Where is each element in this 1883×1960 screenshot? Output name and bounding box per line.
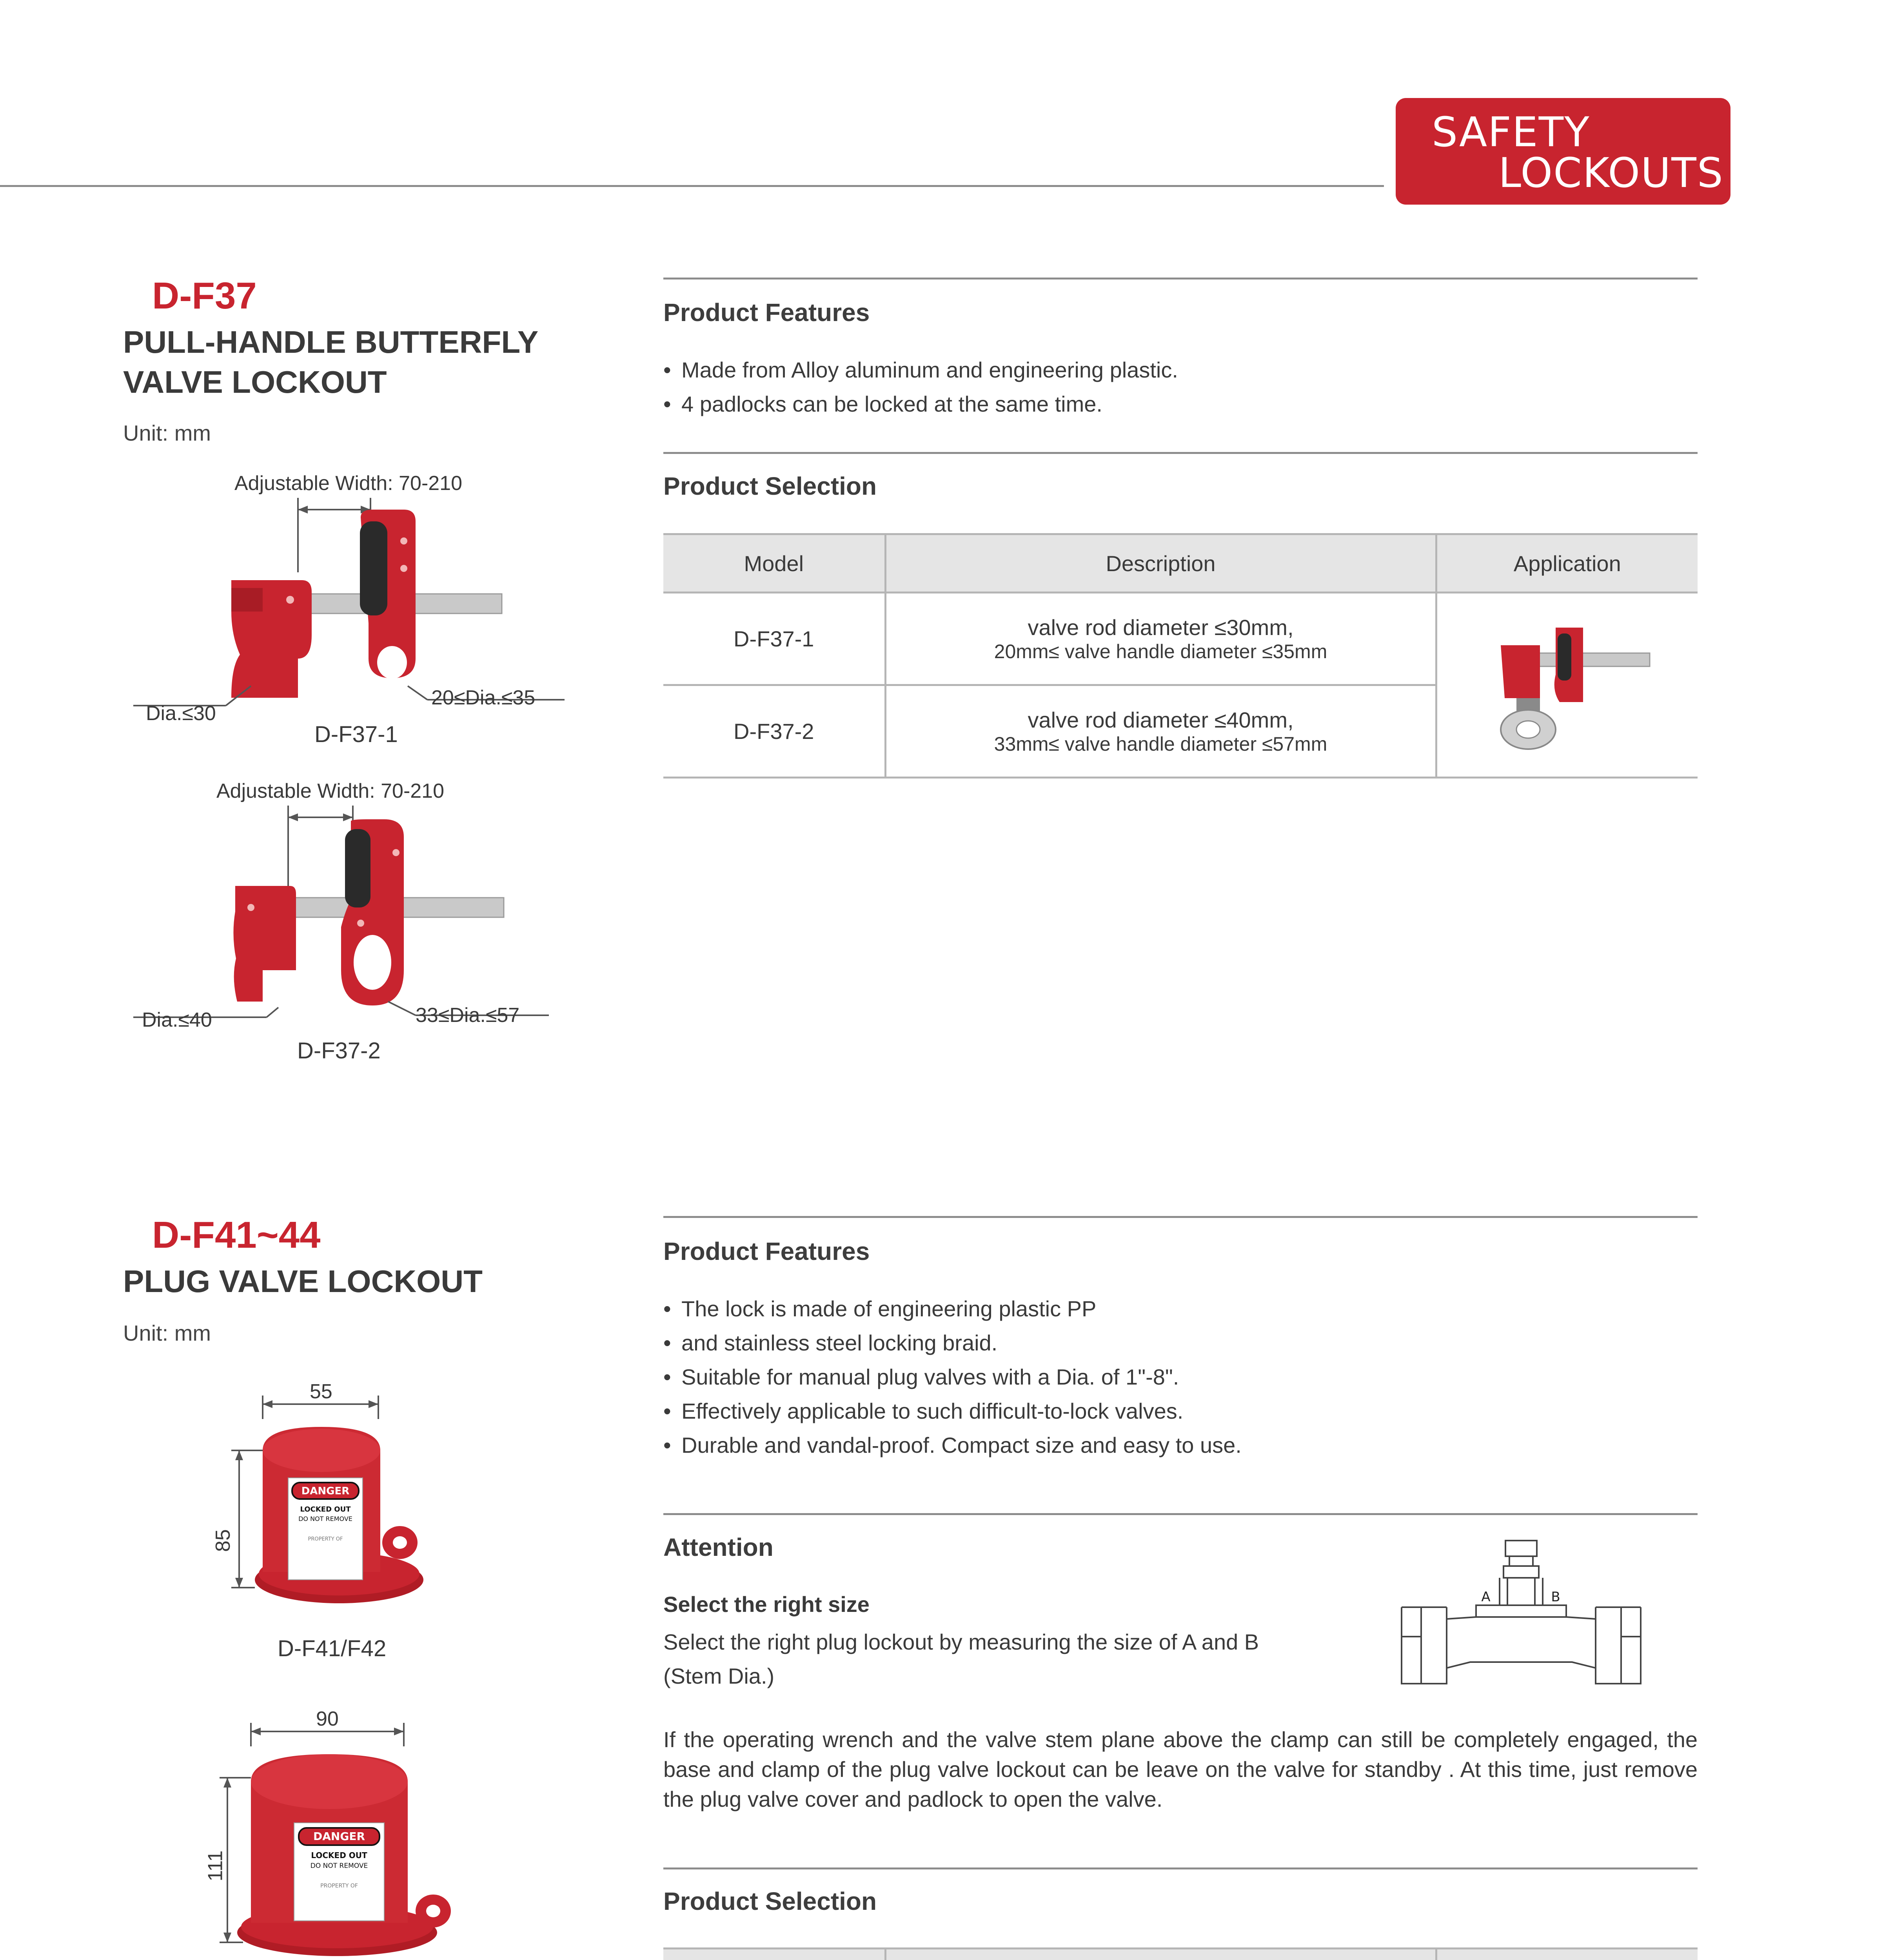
attention-heading: Attention	[663, 1533, 774, 1561]
product-title	[123, 322, 538, 402]
model-cell: D-F37-1	[663, 593, 885, 685]
adjustable-width-label: Adjustable Width: 70-210	[234, 472, 463, 495]
butterfly-valve-application-image	[1458, 612, 1677, 753]
selection-table	[663, 533, 1698, 779]
svg-text:DO NOT REMOVE: DO NOT REMOVE	[298, 1515, 352, 1523]
feature-item: • Suitable for manual plug valves with a Dia. of 1"-8".	[663, 1360, 1242, 1394]
col-header-model	[663, 1949, 885, 1960]
feature-item: • Durable and vandal-proof. Compact size and easy to use.	[663, 1428, 1242, 1462]
diagram-label-a: A	[1481, 1589, 1491, 1605]
section-rule	[663, 278, 1698, 279]
description-line-1: valve rod diameter ≤30mm,	[1028, 615, 1294, 640]
svg-text:DANGER: DANGER	[301, 1485, 350, 1497]
figure-caption: D-F37-1	[314, 722, 398, 747]
description-line-2: 20mm≤ valve handle diameter ≤35mm	[994, 641, 1327, 662]
feature-item: • Effectively applicable to such difficult-to-lock valves.	[663, 1394, 1242, 1428]
svg-text:DANGER: DANGER	[313, 1830, 365, 1843]
svg-text:LOCKED OUT: LOCKED OUT	[311, 1851, 367, 1860]
feature-item: • 4 padlocks can be locked at the same time.	[663, 387, 1178, 421]
model-cell: D-F37-2	[663, 685, 885, 778]
width-dimension-label: 55	[310, 1380, 332, 1403]
attention-text	[663, 1625, 1259, 1693]
product-title: PLUG VALVE LOCKOUT	[123, 1264, 483, 1299]
svg-text:DO NOT REMOVE: DO NOT REMOVE	[310, 1862, 368, 1870]
right-dimension-label: 33≤Dia.≤57	[416, 1004, 520, 1027]
figure-caption: D-F37-2	[297, 1038, 381, 1063]
diagram-label-b: B	[1551, 1589, 1560, 1605]
table-header-row	[663, 1949, 1698, 1960]
svg-text:LOCKED OUT: LOCKED OUT	[300, 1505, 351, 1514]
attention-line-1: Select the right plug lockout by measuring the size of A and B	[663, 1630, 1259, 1654]
feature-item: • Made from Alloy aluminum and engineering plastic.	[663, 353, 1178, 387]
svg-text:PROPERTY OF: PROPERTY OF	[320, 1883, 358, 1889]
figure-caption: D-F41/F42	[278, 1636, 387, 1661]
left-dimension-label: Dia.≤40	[142, 1009, 212, 1031]
usage-paragraph: If the operating wrench and the valve stem plane above the clamp can still be completely engaged, the base and clamp of the plug valve lockout can be leave on the valve for standby . At this time, just remove the plug valve cover and padlock to open the valve.	[663, 1727, 1698, 1811]
features-list	[663, 353, 1178, 421]
features-list	[663, 1292, 1242, 1462]
description-cell	[885, 593, 1436, 685]
right-dimension-label: 20≤Dia.≤35	[431, 686, 536, 709]
left-dimension-label: Dia.≤30	[146, 702, 216, 725]
category-badge	[1396, 98, 1730, 205]
section-rule	[663, 1513, 1698, 1515]
table-header-row	[663, 534, 1698, 593]
selection-heading: Product Selection	[663, 1887, 877, 1915]
width-dimension-label: 90	[316, 1708, 339, 1730]
col-header-model: Model	[663, 534, 885, 593]
plug-lockout-figure-1	[223, 1396, 427, 1615]
adjustable-width-label: Adjustable Width: 70-210	[216, 780, 445, 802]
features-heading: Product Features	[663, 1237, 870, 1265]
product-title-line-1: PULL-HANDLE BUTTERFLY	[123, 325, 539, 359]
badge-line-2: LOCKOUTS	[1498, 149, 1724, 197]
features-heading: Product Features	[663, 298, 870, 327]
section-rule	[663, 1867, 1698, 1869]
height-dimension-label: 111	[204, 1850, 227, 1882]
col-header-application: Application	[1436, 534, 1698, 593]
selection-table	[663, 1947, 1698, 1960]
height-dimension-label: 85	[211, 1529, 234, 1552]
description-line-2: 33mm≤ valve handle diameter ≤57mm	[994, 733, 1327, 755]
plug-valve-diagram	[1400, 1537, 1651, 1690]
feature-item: • The lock is made of engineering plastic PP	[663, 1292, 1242, 1326]
application-image-cell	[1436, 593, 1698, 778]
section-rule	[663, 1216, 1698, 1218]
product-code: D-F37	[152, 275, 257, 317]
table-row	[663, 593, 1698, 685]
unit-label: Unit: mm	[123, 1321, 211, 1345]
col-header-description: Description	[885, 534, 1436, 593]
header-rule	[0, 185, 1384, 187]
plug-lockout-figure-2	[212, 1723, 463, 1958]
attention-subheading: Select the right size	[663, 1592, 870, 1617]
selection-heading: Product Selection	[663, 472, 877, 500]
svg-text:PROPERTY OF: PROPERTY OF	[308, 1536, 343, 1542]
product-code: D-F41~44	[152, 1214, 321, 1256]
attention-line-2: (Stem Dia.)	[663, 1664, 775, 1688]
badge-line-1: SAFETY	[1432, 108, 1590, 156]
unit-label: Unit: mm	[123, 421, 211, 445]
section-rule	[663, 452, 1698, 454]
description-cell	[885, 685, 1436, 778]
feature-item: • and stainless steel locking braid.	[663, 1326, 1242, 1360]
product-title-line-2: VALVE LOCKOUT	[123, 365, 387, 399]
col-header-application	[1436, 1949, 1698, 1960]
col-header-valve-stem-dia	[885, 1949, 1436, 1960]
description-line-1: valve rod diameter ≤40mm,	[1028, 708, 1294, 732]
